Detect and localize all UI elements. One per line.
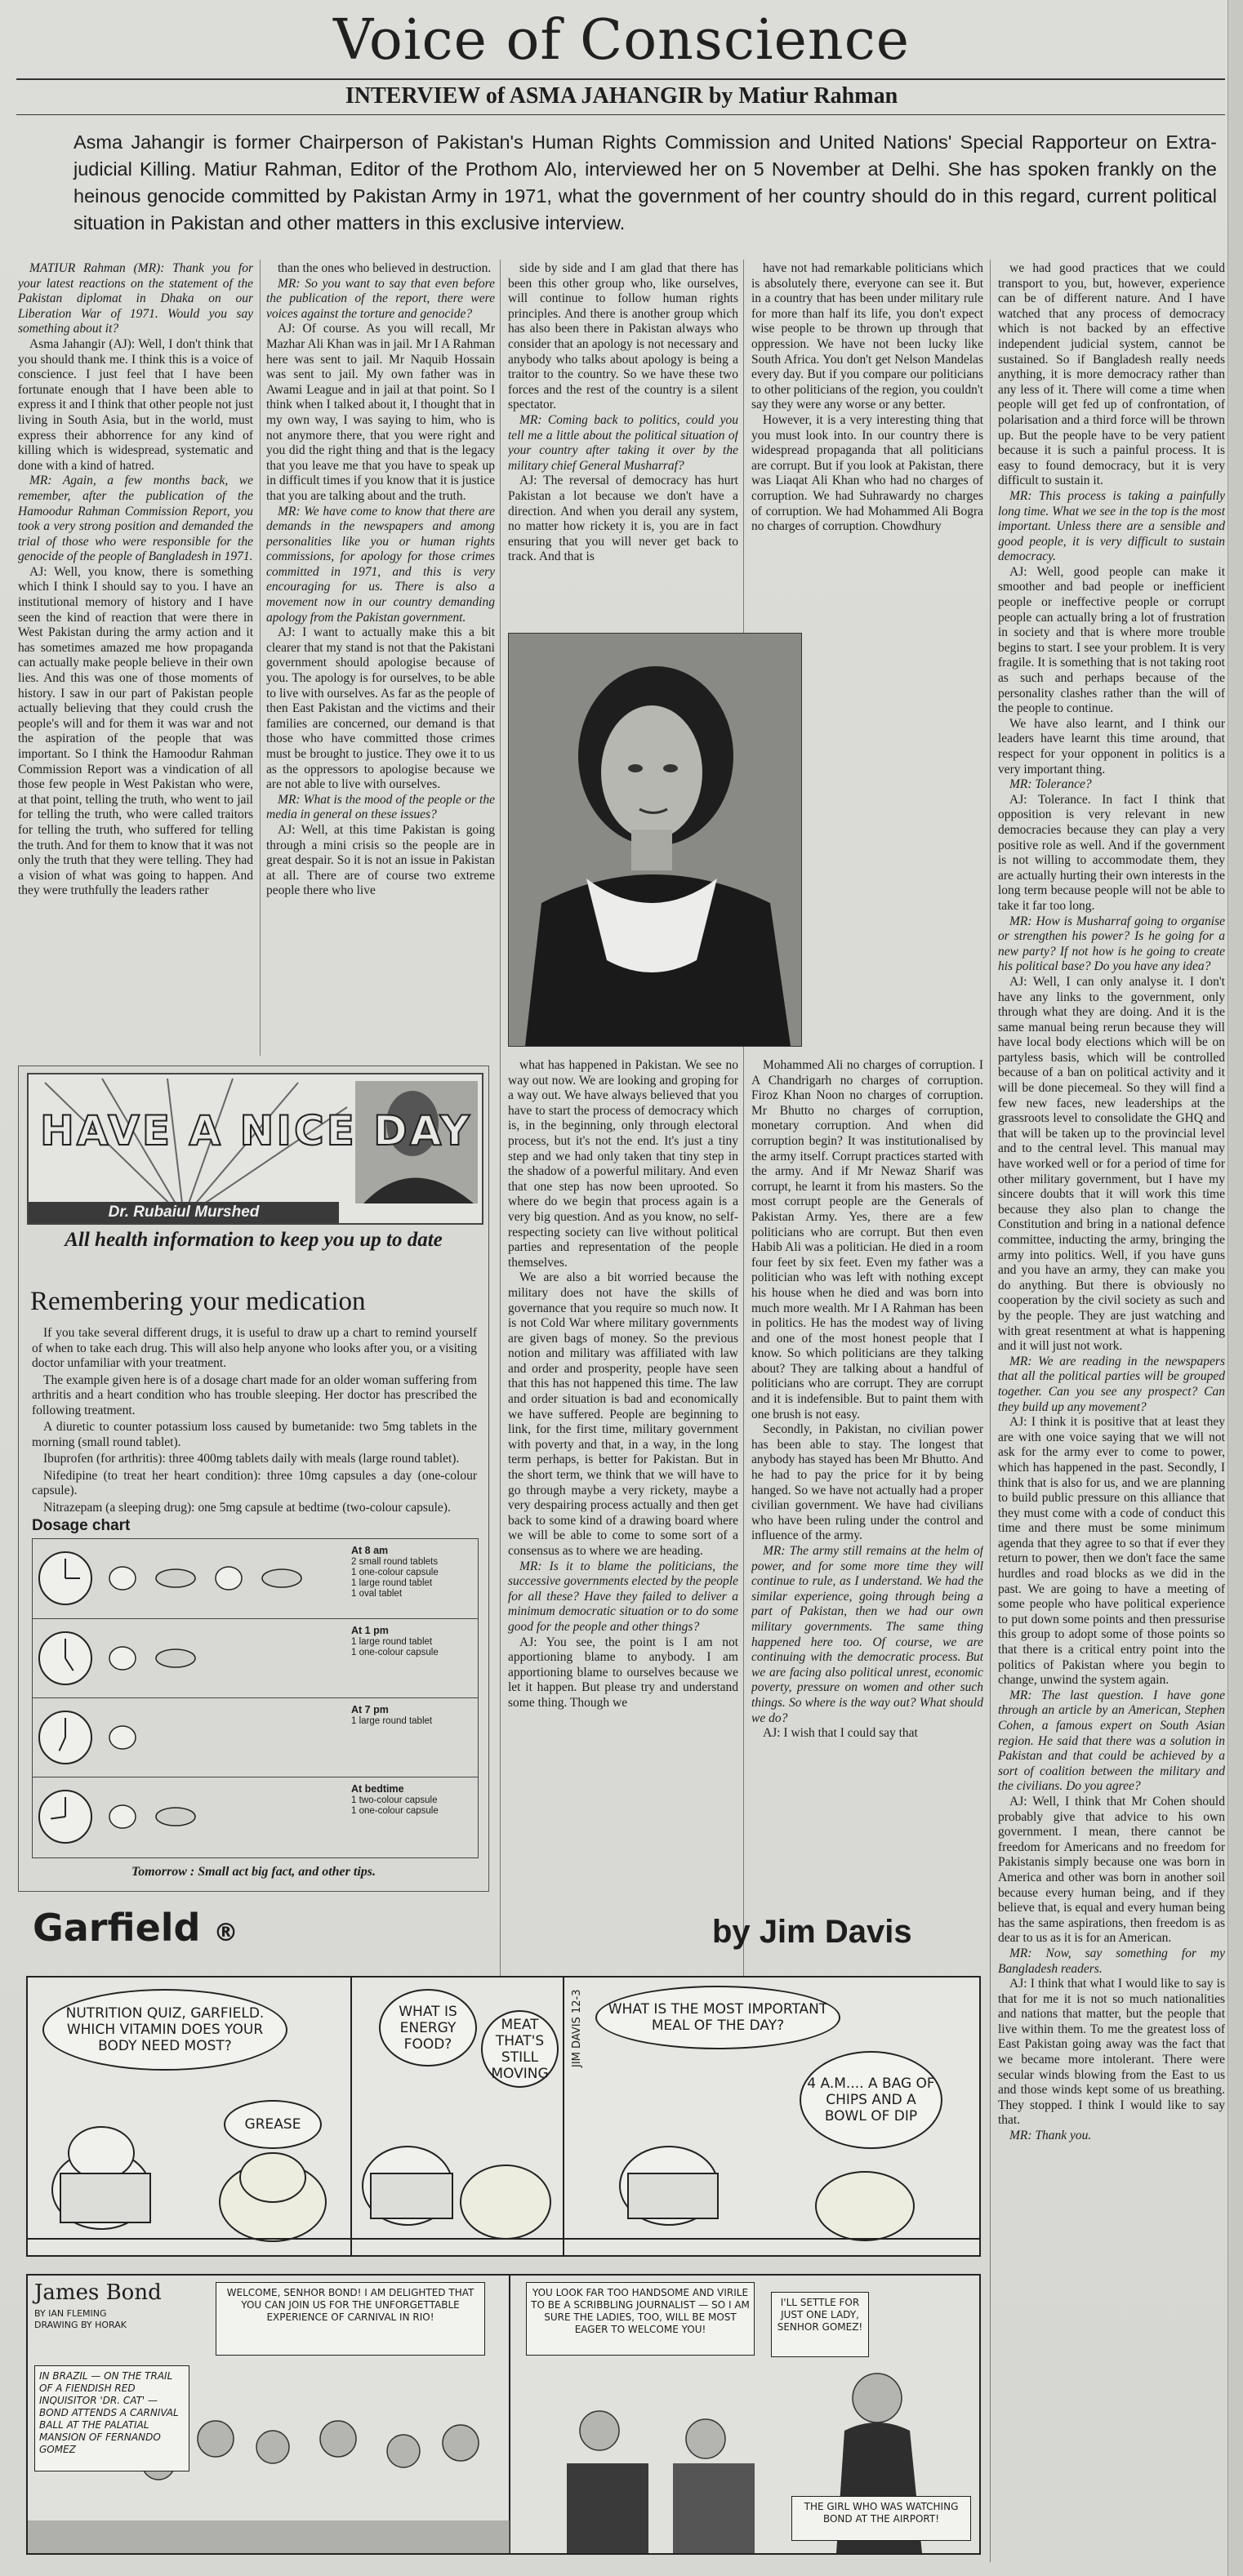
bond-credit: BY IAN FLEMING DRAWING BY HORAK [34,2308,127,2330]
dosage-label [351,1546,474,1599]
dosage-detail: 2 small round tablets 1 one-colour capsule 1 large round tablet 1 oval tablet [351,1557,439,1599]
dosage-chart-title: Dosage chart [32,1517,131,1534]
dosage-time: At 7 pm [351,1704,389,1715]
article-column-3-top [508,261,738,629]
health-column [18,1066,489,1892]
author-strip: Dr. Rubaiul Murshed [29,1202,339,1223]
intro-paragraph: Asma Jahangir is former Chairperson of Pakistan's Human Rights Commission and United Nations' Special Rapporteur on Extra-judicial Killing. Matiur Rahman, Editor of the Prothom Alo, interviewed her on 5 November at Delhi. She has spoken frankly on the heinous genocide committed by Pakistan Army in 1971, what the government of her country should do in this regard, current political situation in Pakistan and other matters in this exclusive interview. [74,131,1217,234]
clock-and-pills-icon [33,1539,343,1617]
health-paragraph: Nifedipine (to treat her heart condition): three 10mg capsules a day (one-colour capsule). [32,1468,477,1497]
dosage-detail: 1 two-colour capsule 1 one-colour capsule [351,1795,439,1816]
interview-answer: Mohammed Ali no charges of corruption. I A Chandrigarh no charges of corruption. Firoz Khan Noon no charges of corruption. Mr Bhutto no charges of corruption, monetary corruption. And when did corruption begin? It was institutionalised by the army itself. Corrupt practices started with the army. And if Mr Newaz Sharif was corrupt, he learnt it from his masters. So the most corrupt people are the Generals of Pakistan Army. Yes, there are a few politicians who are corrupt. But then even Habib Ali was a politician. He died in a room four feet by six feet. Even my father was a politician who was left with nothing except his house when he died and was born into much more wealth. Mr I A Rahman has been in politics. He has the modest way of living and one of the most honest people that I know. So which politicians are they talking about? They are talking about a handful of politicians who are corrupt. They are corrupt and it is indefensible. But to paint them with one brush is not easy. [751,1058,983,1421]
interview-question: MR: What is the mood of the people or the media in general on these issues? [266,792,495,822]
dosage-detail: 1 large round tablet [351,1716,433,1726]
interview-answer: AJ: The reversal of democracy has hurt Pakistan a lot because we don't have a direction. And when you derail any system, no matter how rickety it is, you are in fact ensuring that you will never get back to track. And that is [508,474,738,564]
adjacent-page-edge [1227,0,1243,2576]
interview-answer: AJ: Well, I think that Mr Cohen should probably give that advice to his own government. I mean, there cannot be freedom for Americans and no freedom for Pakistanis simply because one was born in America and other was born in another soil because every human being, and if they believe that, is equal and every human being has the same aspirations, then freedom is as dear to us as it is for an American. [998,1794,1225,1946]
interview-answer: AJ: Well, I can only analyse it. I don't have any links to the government, only through what they are doing. And it is the same manual being rerun because they will have local body elections which will be on partyless basis, which will be controlled because of a ban on political activity and it will be done piecemeal. So they will find a few new faces, new leaderships at the grassroots level to consolidate the GHQ and that will be taken up to the provincial level and to the central level. This manual may have worked well or for a period of time for other military government, but I have my sincere doubts that it will work this time because they also plan to change the Constitution and bring in a national defence committee, inducting the army, bringing the army into politics. Well, if you have guns and you have an army, they can make you do anything. But there is obviously no cooperation by the civil society as such and by the people. They are just watching and with great resentment at what is happening and it will just not work. [998,974,1225,1354]
interview-question: MR: Coming back to politics, could you tell me a little about the political situation of your country after taking it over by the military chief General Musharraf? [508,412,738,473]
dosage-label [351,1705,474,1727]
interview-answer: Asma Jahangir (AJ): Well, I don't think that you should thank me. I think this is a voice of conscience. I just feel that I have been fortunate enough that I have been able to express it and I think that other people not just living in South Asia, but in the world, must express their abhorrence for any kind of killing which is widespread, systematic and done with a kind of hatred. [18,336,253,473]
interview-answer: AJ: Well, at this time Pakistan is going through a mini crisis so the people are in great despair. So it is not an issue in Pakistan at all. There are of course two extreme people there who live [266,822,495,898]
banner-title: HAVE A NICE DAY [40,1107,472,1155]
column-rule [743,260,744,2129]
bond-speech-1: WELCOME, SENHOR BOND! I AM DELIGHTED THAT YOU CAN JOIN US FOR THE UNFORGETTABLE EXPERIENCE OF CARNIVAL IN RIO! [216,2282,485,2356]
garfield-title [33,1906,238,1950]
dosage-time: At bedtime [351,1783,404,1795]
speech-balloon: WHAT IS ENERGY FOOD? [379,1989,477,2067]
dosage-chart [32,1538,479,1858]
comics-section [18,1902,982,2556]
garfield-panel-3 [563,1978,979,2255]
clock-and-pills-icon [33,1698,343,1777]
article-column-1 [18,261,253,1057]
bond-title: James Bond [34,2280,162,2305]
health-body [32,1326,477,1517]
column-rule [500,260,501,2129]
interview-answer: than the ones who believed in destruction. [278,261,492,275]
thought-balloon: MEAT THAT'S STILL MOVING [481,2010,559,2088]
interview-question: MR: Is it to blame the politicians, the successive governments elected by the people for all these? Have they failed to deliver a minimum democratic situation or to do some good for the people and other things? [508,1559,738,1634]
article-column-4-bottom [751,1058,983,1887]
health-footer: Tomorrow : Small act big fact, and other tips. [131,1865,376,1879]
dosage-label [351,1626,474,1658]
thought-balloon: GREASE [224,2100,322,2149]
interview-question: MR: How is Musharraf going to organise or strengthen his power? Is he going for a new party? If not how is he going to create his political base? Do you have any idea? [998,914,1225,974]
garfield-strip [26,1976,981,2257]
interview-answer: Secondly, in Pakistan, no civilian power has been able to stay. The longest that anybody has stayed has been Mr Bhutto. And he had to pay the price for it by being hanged. So we have not actually had a proper civilian government. We have had civilians who have been ruling under the control and influence of the army. [751,1422,983,1543]
interview-answer: AJ: Tolerance. In fact I think that opposition is very relevant in new democracies because they can play a very positive role as well. And if the government is not willing to accommodate them, they are actually hurting their own interests in the long term because people will not be able to take it far too long. [998,792,1225,913]
health-paragraph: If you take several different drugs, it is useful to draw up a chart to remind yourself of when to take each drug. This will also help anyone who looks after you, or a visiting doctor unfamiliar with your treatment. [32,1326,477,1370]
interview-answer: AJ: Well, good people can make it smoother and bad people or inefficient people or ineffective people or corrupt people can actually bring a lot of frustration in society and that is where more trouble begins to start. I see your problem. It is very fragile. It is something that is not taking root as such and perhaps because of the personality clashes rather than the will of the people to continue. [998,564,1225,716]
dosage-row [33,1618,478,1697]
comic-byline: by Jim Davis [712,1914,912,1950]
interview-answer: AJ: I wish that I could say that [763,1726,918,1741]
james-bond-strip [26,2274,981,2555]
speech-balloon: NUTRITION QUIZ, GARFIELD. WHICH VITAMIN DOES YOUR BODY NEED MOST? [42,1989,287,2071]
bond-caption: IN BRAZIL — ON THE TRAIL OF A FIENDISH RED INQUISITOR 'DR. CAT' — BOND ATTENDS A CARNIVAL BALL AT THE PALATIAL MANSION OF FERNANDO GOMEZ [34,2365,189,2471]
jon-and-garfield-drawing [28,1978,350,2255]
interview-answer: AJ: I think it is positive that at least they are with one voice saying that we will not ask for the army ever to come to power, which has happened in the past. Secondly, I think that is also for us, and we are planning to build public pressure on this alliance that they must come with a code of conduct this time and there must be some minimum agenda that they agree to so that if ever they return to power, then we don't face the same hurdles and road blocks as we did in the past. We are going to have a meeting of some people who have political experience to put down some points and then pressurise this group to adopt some of those points so that there is a critical entry point into the politics of Pakistan where you begin to change, unwind the system again. [998,1415,1225,1688]
health-tagline: All health information to keep you up to date [65,1229,443,1251]
interview-question: MR: Again, a few months back, we remember, after the publication of the Hamoodur Rahman Commission Report, you took a very strong position and demanded the trial of those who were responsible for the genocide of the people of Bangladesh in 1971. [18,474,253,564]
interview-question: MATIUR Rahman (MR): Thank you for your latest reactions on the statement of the Pakistan diplomat in Dhaka on our Liberation War of 1971. Would you say something about it? [18,261,253,336]
interview-answer: have not had remarkable politicians which is absolutely there, everyone can see it. But in a country that has been under military rule for more than half its life, you don't expect wise people to be thrown up through that oppression. We have not been lucky like South Africa. You don't get Nelson Mandelas every day. But if you compare our politicians to other politicians of the region, you couldn't say they were any worse or any better. [751,261,983,412]
speech-balloon: WHAT IS THE MOST IMPORTANT MEAL OF THE DAY? [595,1986,840,2049]
bond-speech-2: YOU LOOK FAR TOO HANDSOME AND VIRILE TO BE A SCRIBBLING JOURNALIST — SO I AM SURE THE LADIES, TOO, WILL BE MOST EAGER TO WELCOME YOU! [526,2282,755,2356]
interview-question: MR: The last question. I have gone through an article by an American, Stephen Cohen, a famous expert on South Asian region. He said that there was a solution in Pakistan and that could be achieved by a sort of coalition between the military and the civilians. Do you agree? [998,1688,1225,1794]
bond-speech-3: I'LL SETTLE FOR JUST ONE LADY, SENHOR GOMEZ! [771,2292,869,2357]
interview-question: MR: Thank you. [1009,2129,1092,2143]
interview-answer: AJ: Well, you know, there is something which I think I should say to you. I have an institutional memory of history and I have seen the kind of reaction that were there in West Pakistan during the army action and it has sometimes amazed me how propaganda can actually make people believe in their own lies. And this was one of those moments of history. I saw in our part of Pakistan people actually believing that they could crush the people's will and for them it was war and not the aspiration of the people that was important. So I think the Hamoodur Rahman Commission Report was a vindication of all those few people in West Pakistan who were, at that point, telling the truth, who went to jail for telling the truth, who were called traitors for telling the truth, who suffered for telling the truth. And for them to know that it was not only the truth that they were telling. They had a vision of what was going to happen. And they were truthfully the leaders rather [18,564,253,898]
health-heading: Remembering your medication [30,1287,366,1316]
interview-answer: We have also learnt, and I think our leaders have learnt this time around, that respect for your opponent in politics is a very important thing. [998,716,1225,776]
interview-answer: We are also a bit worried because the military does not have the skills of governance that you require so much now. It is not Cold War where military governments are given bags of money. So the previous notion and military was affiliated with law and order and prosperity, people have seen that this has not happened this time. The law and order situation is bad and economically we have suffered. People are beginning to link, for the first time, military government with poverty and that, in a way, in the long term perhaps, is better for Pakistan. But in the short term, we think that we will have to go through maybe a very rickety, maybe a very despairing process actually and then get back to some kind of a drawing board where we will be able to come to some sort of a consensus as to where we are heading. [508,1270,738,1558]
dosage-row [33,1539,478,1617]
article-column-5 [998,261,1225,2560]
clock-and-pills-icon [33,1777,343,1856]
dosage-row [33,1697,478,1777]
article-column-2 [266,261,495,1057]
garfield-panel-1 [28,1978,352,2255]
column-rule [260,260,261,1056]
clock-and-pills-icon [33,1619,343,1697]
dosage-row [33,1777,478,1856]
interview-answer: we had good practices that we could transport to you, but, however, experience can be of different nature. And I have watched that any process of democracy which is not backed by an effective independent judicial system, cannot be sustained. So if Bangladesh really needs anything, it is more democracy rather than any less of it. There will come a time when people will get fed up of confrontation, of polarisation and a third force will be thrown up. But the people have to be very patient because it is such a painful process. It is easy to found democracy, but it is very difficult to sustain it. [998,261,1225,488]
interview-answer: AJ: I think that what I would like to say is that for me it is not so much nationalities and nations that matter, but the people that live within them. To me the greatest loss of East Pakistan going away was the fact that we became more intolerant. There were secular winds blowing from the East to us and those winds kept some of us breathing. They stopped. I think I would like to say that. [998,1977,1225,2128]
have-a-nice-day-banner [27,1073,483,1225]
subheadline: INTERVIEW of ASMA JAHANGIR by Matiur Rahman [345,83,898,109]
health-paragraph: Ibuprofen (for arthritis): three 400mg tablets daily with meals (large round tablet). [43,1452,460,1466]
jon-and-garfield-drawing [563,1978,979,2255]
garfield-panel-2 [350,1978,564,2255]
interview-question: MR: We have come to know that there are demands in the newspapers and among personalities like you or human rights commissions, for apology for those crimes committed in 1971, and this is very encouraging for us. There is also a movement now in our country demanding apology from the Pakistan government. [266,504,495,625]
interview-answer: However, it is a very interesting thing that you must look into. In our country there is widespread propaganda that all politicians are corrupt. But if you look at Pakistan, there was Liaqat Ali Khan who had no charges of corruption. We had Suhrawardy no charges of corruption. We had Mohammed Ali Bogra no charges of corruption. Chowdhury [751,412,983,534]
dosage-label [351,1784,474,1817]
column-rule [990,260,991,2562]
article-column-4-top [751,261,983,629]
masthead-rule [16,78,1225,80]
health-paragraph: The example given here is of a dosage chart made for an older woman suffering from arthritis and a heart condition who has trouble sleeping. Her doctor has prescribed the following treatment. [32,1373,477,1417]
interview-answer: AJ: You see, the point is I am not apportioning blame to anybody. I am apportioning blame to ourselves because we let it happen. But please try and understand some thing. Though we [508,1635,738,1710]
interview-answer: AJ: Of course. As you will recall, Mr Mazhar Ali Khan was in jail. Mr I A Rahman here was sent to jail. Mr Naquib Hossain was sent to jail. My own father was in Awami League and in jail at that point. So I think when I talked about it, I thought that in my own way, I was saying to him, who is not anymore there, that you were right and you did the right thing and that is the legacy that you leave me that you have to speak up in difficult times if you know that it is justice that you are talking about and the truth. [266,322,495,503]
article-column-3-bottom [508,1058,738,1887]
registered-mark: ® [213,1919,238,1947]
interview-question: MR: The army still remains at the helm of power, and for some more time they will continue to rule, as I understand. We had the similar experience, going through being a part of Pakistan, then we had our own military governments. The same thing happened here too. Of course, we are continuing with the democratic process. But we are facing also political unrest, economic poverty, pressure on women and other such things. So where is the way out? What should we do? [751,1544,983,1725]
jon-and-garfield-drawing [350,1978,563,2255]
interview-question: MR: This process is taking a painfully long time. What we see in the top is the most important. Unless there are a sensible and good people, it is very difficult to sustain democracy. [998,488,1225,564]
thought-balloon: 4 A.M.... A BAG OF CHIPS AND A BOWL OF DIP [800,2051,942,2149]
bond-speech-4: THE GIRL WHO WAS WATCHING BOND AT THE AIRPORT! [791,2496,971,2541]
interview-question: MR: We are reading in the newspapers that all the political parties will be grouped together. Can you see any prospect? Can they build up any movement? [998,1354,1225,1414]
strip-date: JIM DAVIS 12-3 [571,1989,583,2067]
masthead: Voice of Conscience [332,8,911,73]
portrait-illustration [509,634,801,1046]
interview-answer: what has happened in Pakistan. We see no way out now. We are looking and groping for a way out. We have always believed that you have to start the process of democracy which is, in the beginning, only through electoral process, but it's not the end. It's just a tiny step and we had only taken that tiny step in the shadow of a powerful military. And even that one step has now been uprooted. So where do we begin that process again is a very big question. And as you know, no self-respecting society can live without political parties and representation of the people themselves. [508,1058,738,1270]
interview-answer: AJ: I want to actually make this a bit clearer that my stand is not that the Pakistani government should apologise because of you. The apology is for ourselves, to be able to live with ourselves. As far as the people of then East Pakistan and the victims and their families are concerned, our demand is that those who have committed those crimes must be brought to justice. They owe it to us as the oppressors to apologise because we are not able to live with ourselves. [266,625,495,792]
subhead-rule [16,114,1225,115]
dosage-time: At 8 am [351,1545,389,1556]
dosage-detail: 1 large round tablet 1 one-colour capsule [351,1637,439,1657]
interview-question: MR: So you want to say that even before the publication of the report, there were voices against the torture and genocide? [266,276,495,321]
interview-question: MR: Tolerance? [1009,777,1092,792]
dosage-time: At 1 pm [351,1625,389,1636]
portrait-photo [508,633,802,1047]
interview-question: MR: Now, say something for my Bangladesh readers. [998,1946,1225,1976]
garfield-title-text: Garfield [33,1906,201,1950]
interview-answer: side by side and I am glad that there has been this other group who, like ourselves, will continue to follow human rights principles. And there is another group which has also been there in Pakistan always who consider that an apology is not necessary and anybody who talks about apology is being a traitor to the country. So we have these two forces and the rest of the country is a silent spectator. [508,261,738,412]
health-paragraph: Nitrazepam (a sleeping drug): one 5mg capsule at bedtime (two-colour capsule). [43,1500,451,1515]
health-paragraph: A diuretic to counter potassium loss caused by bumetanide: two 5mg tablets in the morning (small round tablet). [32,1420,477,1449]
